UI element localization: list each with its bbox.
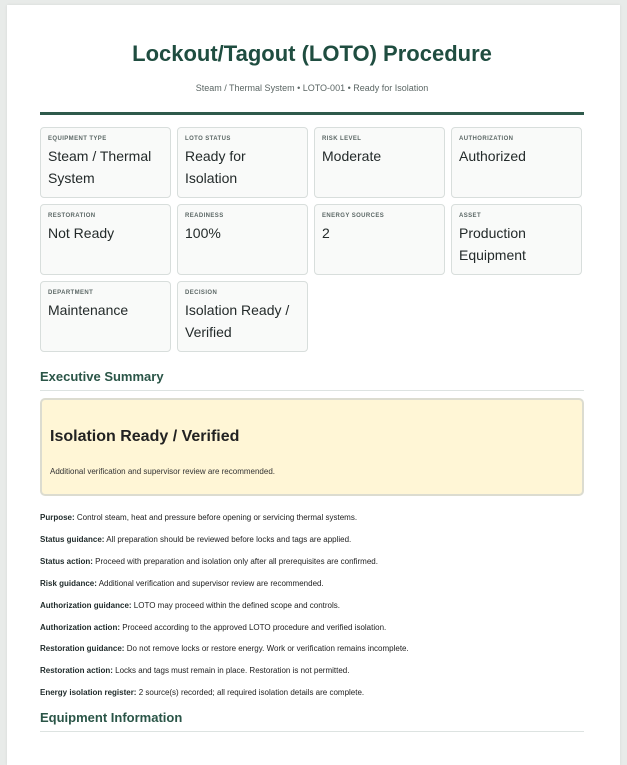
- card-decision: [177, 281, 308, 352]
- note-energy-register: [40, 682, 584, 704]
- note-text: Proceed with preparation and isolation only after all prerequisites are confirmed.: [95, 556, 378, 566]
- header-divider: [40, 112, 584, 115]
- card-label: RISK LEVEL: [322, 136, 362, 142]
- note-text: Control steam, heat and pressure before opening or servicing thermal systems.: [76, 513, 358, 522]
- note-label: Authorization guidance:: [40, 600, 132, 610]
- card-label: ENERGY SOURCES: [322, 213, 385, 219]
- card-value: Authorized: [459, 148, 526, 164]
- note-purpose: [40, 507, 584, 529]
- card-authorization: [451, 127, 582, 198]
- note-text: All preparation should be reviewed before locks and tags are applied.: [106, 534, 352, 544]
- note-text: Locks and tags must remain in place. Restoration is not permitted.: [115, 666, 350, 676]
- page-title: Lockout/Tagout (LOTO) Procedure: [132, 41, 492, 66]
- card-risk-level: [314, 127, 445, 198]
- executive-summary-box: [40, 398, 584, 496]
- note-authorization-guidance: [40, 595, 584, 617]
- card-energy-sources: [314, 204, 445, 275]
- note-risk-guidance: [40, 573, 584, 595]
- card-value: Ready for Isolation: [185, 148, 246, 186]
- note-label: Restoration action:: [40, 666, 113, 676]
- card-department: [40, 281, 171, 352]
- note-text: LOTO may proceed within the defined scope and controls.: [133, 600, 340, 610]
- note-text: Additional verification and supervisor review are recommended.: [98, 578, 324, 588]
- card-restoration: [40, 204, 171, 275]
- note-label: Purpose:: [40, 513, 75, 522]
- status-card-grid: [40, 127, 584, 352]
- card-value: Not Ready: [48, 225, 115, 241]
- note-authorization-action: [40, 617, 584, 639]
- note-restoration-action: [40, 660, 584, 682]
- note-label: Status guidance:: [40, 534, 105, 544]
- summary-text: Additional verification and supervisor review are recommended.: [50, 467, 275, 476]
- card-value: Steam / Thermal System: [48, 148, 152, 186]
- card-label: RESTORATION: [48, 213, 96, 219]
- page-subtitle: Steam / Thermal System • LOTO-001 • Ready for Isolation: [195, 83, 429, 93]
- note-label: Energy isolation register:: [40, 688, 137, 698]
- summary-title: Isolation Ready / Verified: [50, 428, 240, 445]
- card-value: 2: [322, 225, 330, 241]
- executive-summary-heading: Executive Summary: [40, 369, 584, 391]
- card-label: AUTHORIZATION: [459, 136, 514, 142]
- report-page: [7, 5, 620, 765]
- card-label: EQUIPMENT TYPE: [48, 136, 107, 142]
- card-label: READINESS: [185, 213, 224, 219]
- card-loto-status: [177, 127, 308, 198]
- card-value: Moderate: [322, 148, 382, 164]
- guidance-notes: [40, 507, 584, 704]
- note-text: 2 source(s) recorded; all required isolation details are complete.: [138, 688, 365, 698]
- note-status-action: [40, 551, 584, 573]
- card-equipment-type: [40, 127, 171, 198]
- card-value: Isolation Ready / Verified: [185, 302, 290, 340]
- card-value: Maintenance: [48, 302, 129, 318]
- note-text: Proceed according to the approved LOTO procedure and verified isolation.: [122, 622, 387, 632]
- card-label: DEPARTMENT: [48, 290, 94, 296]
- card-asset: [451, 204, 582, 275]
- card-label: ASSET: [459, 213, 482, 219]
- note-status-guidance: [40, 529, 584, 551]
- card-readiness: [177, 204, 308, 275]
- note-label: Status action:: [40, 556, 93, 566]
- card-value: 100%: [185, 225, 221, 241]
- note-text: Do not remove locks or restore energy. Work or verification remains incomplete.: [126, 644, 409, 654]
- card-label: DECISION: [185, 290, 218, 296]
- note-label: Authorization action:: [40, 622, 120, 632]
- note-label: Risk guidance:: [40, 578, 97, 588]
- card-value: Production Equipment: [459, 225, 526, 263]
- note-label: Restoration guidance:: [40, 644, 125, 654]
- equipment-information-heading: Equipment Information: [40, 710, 584, 732]
- note-restoration-guidance: [40, 638, 584, 660]
- card-label: LOTO STATUS: [185, 136, 231, 142]
